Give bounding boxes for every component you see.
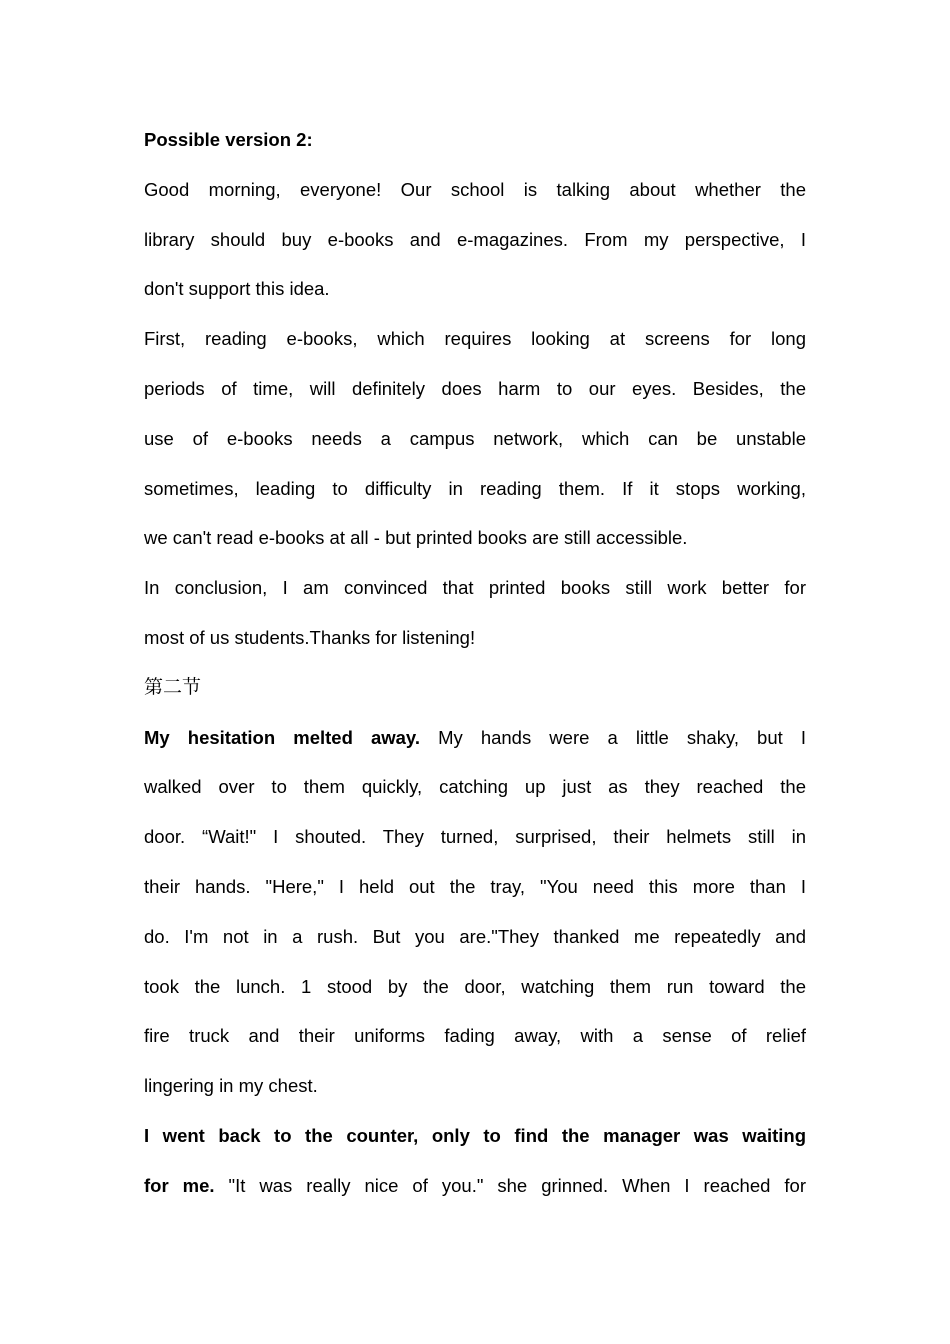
text-line: do. I'm not in a rush. But you are."They thanked me repeatedly and xyxy=(144,925,806,947)
text-line: First, reading e-books, which requires looking at screens for long xyxy=(144,328,806,350)
section-heading: 第二节 xyxy=(144,675,202,698)
text-line: we can't read e-books at all - but printed books are still accessible. xyxy=(144,527,688,549)
text-line: Good morning, everyone! Our school is talking about whether the xyxy=(144,178,806,200)
line-text: "It was really nice of you." she grinned. When I reached for xyxy=(214,1174,806,1196)
line-text: My hands were a little shaky, but I xyxy=(419,726,806,748)
text-line: periods of time, will definitely does harm to our eyes. Besides, the xyxy=(144,377,806,399)
bold-lead: My hesitation melted away. xyxy=(144,726,420,748)
text-line: In conclusion, I am convinced that printed books still work better for xyxy=(144,577,806,599)
bold-lead: I went back to the counter, only to find the manager was waiting xyxy=(144,1124,806,1146)
text-line: walked over to them quickly, catching up just as they reached the xyxy=(144,776,806,798)
text-line: lingering in my chest. xyxy=(144,1075,318,1097)
text-line: don't support this idea. xyxy=(144,278,330,300)
text-line: sometimes, leading to difficulty in reading them. If it stops working, xyxy=(144,477,806,499)
text-line: fire truck and their uniforms fading away, with a sense of relief xyxy=(144,1025,806,1047)
bold-lead: for me. xyxy=(144,1174,215,1196)
text-line: door. “Wait!" I shouted. They turned, surprised, their helmets still in xyxy=(144,826,806,848)
version-heading: Possible version 2: xyxy=(144,129,313,150)
text-line: most of us students.Thanks for listening! xyxy=(144,626,476,648)
text-line: use of e-books needs a campus network, which can be unstable xyxy=(144,427,806,449)
document-page xyxy=(144,115,806,1211)
text-line xyxy=(144,713,806,763)
text-line: their hands. "Here," I held out the tray, "You need this more than I xyxy=(144,875,806,897)
text-line xyxy=(144,1111,806,1161)
text-line: library should buy e-books and e-magazines. From my perspective, I xyxy=(144,228,806,250)
text-line xyxy=(144,1161,806,1211)
text-line: took the lunch. 1 stood by the door, watching them run toward the xyxy=(144,975,806,997)
